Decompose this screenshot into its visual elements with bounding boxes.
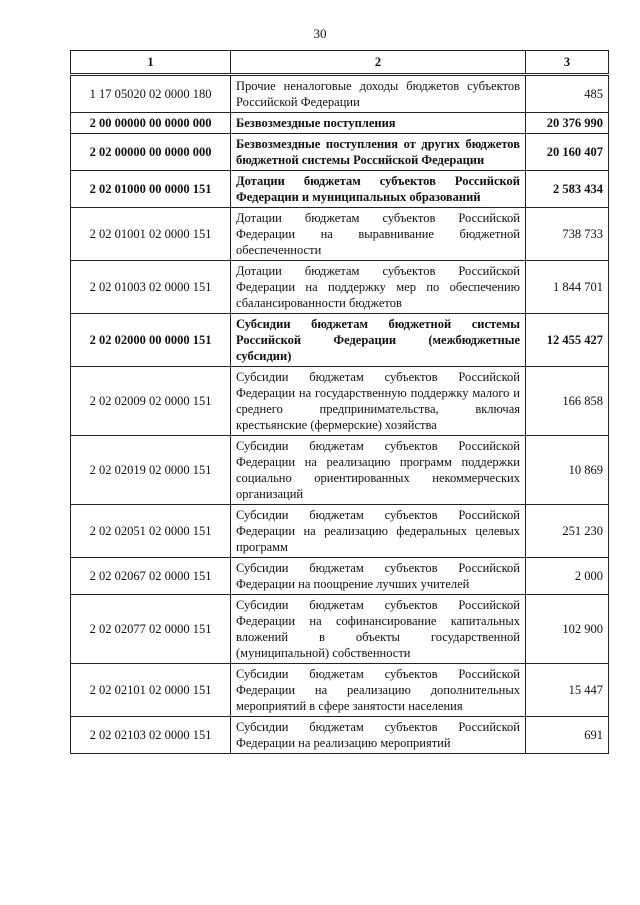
amount-cell: 20 160 407 — [526, 134, 609, 171]
table-row — [71, 505, 609, 558]
table-row — [71, 367, 609, 436]
table-body — [71, 75, 609, 754]
budget-code-cell: 2 02 02019 02 0000 151 — [71, 436, 231, 505]
budget-code-cell: 1 17 05020 02 0000 180 — [71, 75, 231, 113]
column-header-description: 2 — [231, 51, 526, 75]
description-cell: Дотации бюджетам субъектов Российской Федерации на поддержку мер по обеспечению сбалансированности бюджетов — [231, 261, 526, 314]
table-row — [71, 717, 609, 754]
budget-code-cell: 2 02 00000 00 0000 000 — [71, 134, 231, 171]
amount-cell: 12 455 427 — [526, 314, 609, 367]
budget-code-cell: 2 02 02051 02 0000 151 — [71, 505, 231, 558]
description-cell: Субсидии бюджетам субъектов Российской Федерации на реализацию программ поддержки социально ориентированных некоммерческих организаций — [231, 436, 526, 505]
amount-cell: 20 376 990 — [526, 113, 609, 134]
description-cell: Безвозмездные поступления от других бюджетов бюджетной системы Российской Федерации — [231, 134, 526, 171]
description-cell: Дотации бюджетам субъектов Российской Федерации и муниципальных образований — [231, 171, 526, 208]
description-cell: Прочие неналоговые доходы бюджетов субъектов Российской Федерации — [231, 75, 526, 113]
page-number: 30 — [313, 26, 327, 41]
budget-code-cell: 2 02 01003 02 0000 151 — [71, 261, 231, 314]
amount-cell: 691 — [526, 717, 609, 754]
description-cell: Субсидии бюджетам субъектов Российской Федерации на государственную поддержку малого и среднего предпринимательства, включая крестьянские (фермерские) хозяйства — [231, 367, 526, 436]
description-cell: Субсидии бюджетам субъектов Российской Федерации на реализацию федеральных целевых программ — [231, 505, 526, 558]
table-row — [71, 75, 609, 113]
budget-code-cell: 2 02 01001 02 0000 151 — [71, 208, 231, 261]
description-cell: Субсидии бюджетам субъектов Российской Федерации на реализацию мероприятий — [231, 717, 526, 754]
budget-code-cell: 2 02 02101 02 0000 151 — [71, 664, 231, 717]
amount-cell: 102 900 — [526, 595, 609, 664]
budget-code-cell: 2 02 02009 02 0000 151 — [71, 367, 231, 436]
table-row — [71, 436, 609, 505]
table-row — [71, 208, 609, 261]
description-cell: Субсидии бюджетам субъектов Российской Федерации на софинансирование капитальных вложений в объекты государственной (муниципальной) собственности — [231, 595, 526, 664]
table-header-row — [71, 51, 609, 75]
amount-cell: 1 844 701 — [526, 261, 609, 314]
amount-cell: 10 869 — [526, 436, 609, 505]
table-row — [71, 261, 609, 314]
amount-cell: 166 858 — [526, 367, 609, 436]
description-cell: Субсидии бюджетам субъектов Российской Федерации на реализацию дополнительных мероприятий в сфере занятости населения — [231, 664, 526, 717]
amount-cell: 2 000 — [526, 558, 609, 595]
budget-code-cell: 2 02 01000 00 0000 151 — [71, 171, 231, 208]
description-cell: Субсидии бюджетам бюджетной системы Российской Федерации (межбюджетные субсидии) — [231, 314, 526, 367]
table-row — [71, 171, 609, 208]
amount-cell: 2 583 434 — [526, 171, 609, 208]
table-row — [71, 558, 609, 595]
budget-code-cell: 2 02 02000 00 0000 151 — [71, 314, 231, 367]
budget-code-cell: 2 02 02103 02 0000 151 — [71, 717, 231, 754]
budget-code-cell: 2 02 02077 02 0000 151 — [71, 595, 231, 664]
column-header-code: 1 — [71, 51, 231, 75]
description-cell: Безвозмездные поступления — [231, 113, 526, 134]
amount-cell: 738 733 — [526, 208, 609, 261]
table-row — [71, 664, 609, 717]
table-row — [71, 314, 609, 367]
budget-code-cell: 2 00 00000 00 0000 000 — [71, 113, 231, 134]
amount-cell: 15 447 — [526, 664, 609, 717]
budget-revenue-table — [70, 50, 609, 754]
column-header-amount: 3 — [526, 51, 609, 75]
amount-cell: 485 — [526, 75, 609, 113]
table-row — [71, 595, 609, 664]
budget-code-cell: 2 02 02067 02 0000 151 — [71, 558, 231, 595]
description-cell: Дотации бюджетам субъектов Российской Федерации на выравнивание бюджетной обеспеченности — [231, 208, 526, 261]
amount-cell: 251 230 — [526, 505, 609, 558]
description-cell: Субсидии бюджетам субъектов Российской Федерации на поощрение лучших учителей — [231, 558, 526, 595]
table-row — [71, 113, 609, 134]
table-row — [71, 134, 609, 171]
